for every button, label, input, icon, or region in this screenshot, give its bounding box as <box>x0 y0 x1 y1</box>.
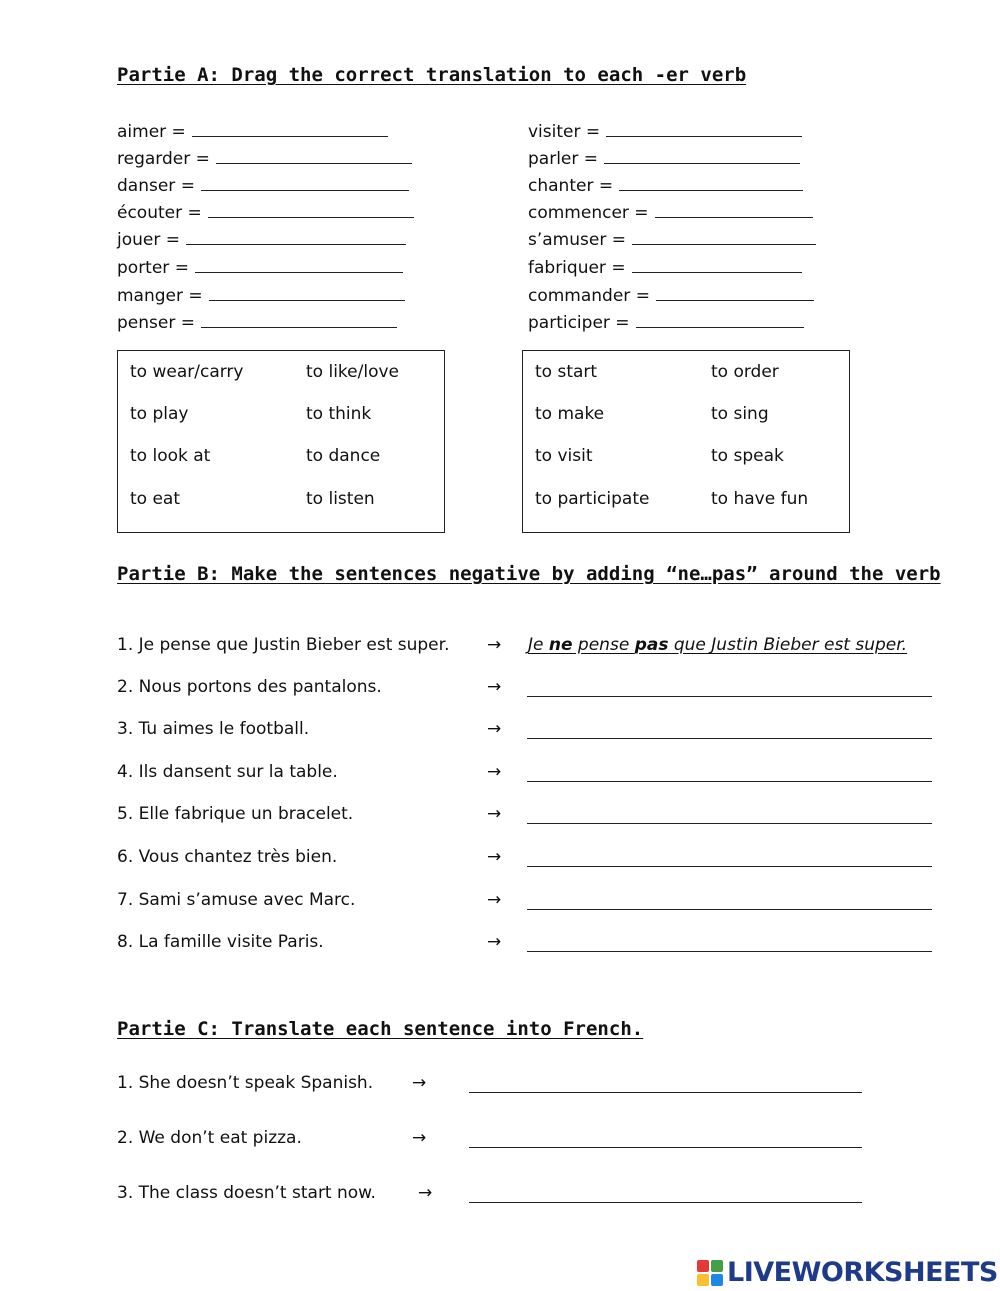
logo-block <box>697 1274 709 1286</box>
example-pas: pas <box>634 635 669 655</box>
verb-row <box>117 176 409 196</box>
verb-label: regarder = <box>117 149 210 169</box>
example-ne: ne <box>548 635 573 655</box>
verb-row <box>117 313 397 333</box>
drop-target[interactable] <box>201 176 409 191</box>
sentence-3: 3. Tu aimes le football. <box>117 719 310 739</box>
drop-target[interactable] <box>209 286 405 301</box>
translate-sentence-2: 2. We don’t eat pizza. <box>117 1128 302 1148</box>
verb-label: jouer = <box>117 230 180 250</box>
drop-target[interactable] <box>636 313 804 328</box>
logo-block <box>711 1260 723 1272</box>
verb-label: chanter = <box>528 176 614 196</box>
arrow-icon: → <box>487 804 502 824</box>
draggable-word[interactable]: to have fun <box>711 489 809 509</box>
sentence-2: 2. Nous portons des pantalons. <box>117 677 382 697</box>
draggable-word[interactable]: to like/love <box>306 362 399 382</box>
translate-sentence-3: 3. The class doesn’t start now. <box>117 1183 376 1203</box>
drop-target[interactable] <box>195 258 403 273</box>
verb-label: penser = <box>117 313 195 333</box>
example-part: Je <box>528 635 549 655</box>
drop-target[interactable] <box>208 203 414 218</box>
arrow-icon: → <box>412 1073 427 1093</box>
arrow-icon: → <box>487 890 502 910</box>
verb-row <box>528 258 802 278</box>
sentence-8: 8. La famille visite Paris. <box>117 932 324 952</box>
verb-label: danser = <box>117 176 195 196</box>
translate-sentence-1: 1. She doesn’t speak Spanish. <box>117 1073 374 1093</box>
verb-label: manger = <box>117 286 203 306</box>
answer-line-7[interactable] <box>527 908 932 910</box>
verb-row <box>117 203 414 223</box>
draggable-word[interactable]: to dance <box>306 446 381 466</box>
drop-target[interactable] <box>192 122 388 137</box>
part-a-heading: Partie A: Drag the correct translation to each -er verb <box>117 64 747 86</box>
verb-row <box>528 176 803 196</box>
verb-label: visiter = <box>528 122 601 142</box>
arrow-icon: → <box>412 1128 427 1148</box>
example-part: que Justin Bieber est super. <box>668 635 908 655</box>
verb-label: écouter = <box>117 203 202 223</box>
draggable-word[interactable]: to wear/carry <box>130 362 244 382</box>
answer-line-2[interactable] <box>527 695 932 697</box>
liveworksheets-logo <box>697 1257 998 1288</box>
logo-block <box>711 1274 723 1286</box>
draggable-word[interactable]: to listen <box>306 489 375 509</box>
draggable-word[interactable]: to order <box>711 362 779 382</box>
drop-target[interactable] <box>632 230 816 245</box>
drop-target[interactable] <box>632 258 802 273</box>
draggable-word[interactable]: to participate <box>535 489 650 509</box>
part-b-heading: Partie B: Make the sentences negative by adding “ne…pas” around the verb <box>117 563 941 585</box>
translate-line-1[interactable] <box>469 1091 862 1093</box>
answer-line-6[interactable] <box>527 865 932 867</box>
draggable-word[interactable]: to look at <box>130 446 211 466</box>
draggable-word[interactable]: to visit <box>535 446 593 466</box>
example-part: pense <box>572 635 635 655</box>
verb-row <box>117 122 388 142</box>
logo-blocks-icon <box>697 1260 723 1286</box>
drop-target[interactable] <box>216 149 412 164</box>
sentence-4: 4. Ils dansent sur la table. <box>117 762 338 782</box>
draggable-word[interactable]: to make <box>535 404 605 424</box>
verb-row <box>117 230 406 250</box>
drop-target[interactable] <box>655 203 813 218</box>
draggable-word[interactable]: to think <box>306 404 372 424</box>
answer-line-8[interactable] <box>527 950 932 952</box>
verb-row <box>117 258 403 278</box>
arrow-icon: → <box>487 719 502 739</box>
verb-row <box>528 203 813 223</box>
verb-row <box>528 149 800 169</box>
draggable-word[interactable]: to speak <box>711 446 784 466</box>
verb-row <box>117 149 412 169</box>
drop-target[interactable] <box>186 230 406 245</box>
word-bank-box-1 <box>117 350 445 533</box>
arrow-icon: → <box>487 847 502 867</box>
arrow-icon: → <box>487 677 502 697</box>
draggable-word[interactable]: to play <box>130 404 189 424</box>
word-bank-box-2 <box>522 350 850 533</box>
draggable-word[interactable]: to eat <box>130 489 181 509</box>
drop-target[interactable] <box>656 286 814 301</box>
verb-label: porter = <box>117 258 189 278</box>
verb-row <box>528 122 802 142</box>
draggable-word[interactable]: to sing <box>711 404 769 424</box>
drop-target[interactable] <box>606 122 802 137</box>
verb-row <box>528 286 814 306</box>
drop-target[interactable] <box>619 176 803 191</box>
translate-line-3[interactable] <box>469 1201 862 1203</box>
arrow-icon: → <box>487 932 502 952</box>
verb-row <box>117 286 405 306</box>
answer-line-4[interactable] <box>527 780 932 782</box>
arrow-icon: → <box>418 1183 433 1203</box>
drop-target[interactable] <box>604 149 800 164</box>
sentence-5: 5. Elle fabrique un bracelet. <box>117 804 354 824</box>
example-answer <box>528 635 907 655</box>
verb-row <box>528 313 804 333</box>
arrow-icon: → <box>487 635 502 655</box>
translate-line-2[interactable] <box>469 1146 862 1148</box>
verb-label: parler = <box>528 149 599 169</box>
verb-label: aimer = <box>117 122 186 142</box>
logo-text: LIVEWORKSHEETS <box>727 1257 998 1288</box>
draggable-word[interactable]: to start <box>535 362 598 382</box>
logo-block <box>697 1260 709 1272</box>
verb-label: fabriquer = <box>528 258 626 278</box>
arrow-icon: → <box>487 762 502 782</box>
sentence-6: 6. Vous chantez très bien. <box>117 847 338 867</box>
verb-label: participer = <box>528 313 630 333</box>
sentence-1: 1. Je pense que Justin Bieber est super. <box>117 635 450 655</box>
sentence-7: 7. Sami s’amuse avec Marc. <box>117 890 356 910</box>
verb-label: commander = <box>528 286 650 306</box>
part-c-heading: Partie C: Translate each sentence into French. <box>117 1018 644 1040</box>
drop-target[interactable] <box>201 313 397 328</box>
answer-line-5[interactable] <box>527 822 932 824</box>
verb-label: s’amuser = <box>528 230 626 250</box>
verb-row <box>528 230 816 250</box>
verb-label: commencer = <box>528 203 649 223</box>
answer-line-3[interactable] <box>527 737 932 739</box>
